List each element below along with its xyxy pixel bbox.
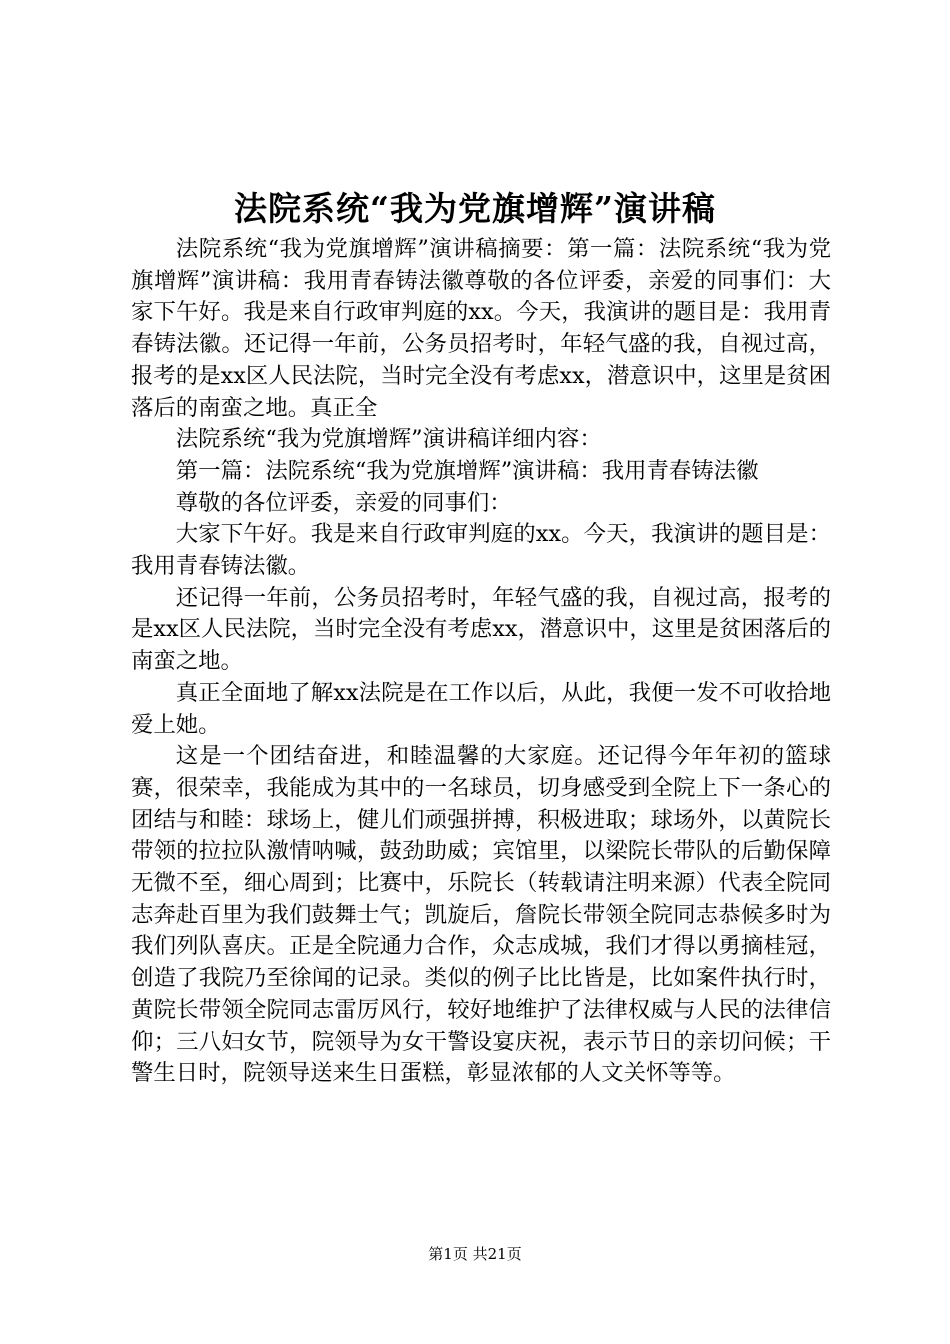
document-title: 法院系统“我为党旗增辉”演讲稿: [234, 189, 716, 228]
body-paragraph: 大家下午好。我是来自行政审判庭的xx。今天，我演讲的题目是：我用青春铸法徽。: [131, 521, 831, 580]
document-body: [131, 234, 831, 1090]
section-heading: 第一篇：法院系统“我为党旗增辉”演讲稿：我用青春铸法徽: [175, 457, 759, 484]
abstract-paragraph: 法院系统“我为党旗增辉”演讲稿摘要：第一篇：法院系统“我为党旗增辉”演讲稿：我用青春铸法徽尊敬的各位评委，亲爱的同事们：大家下午好。我是来自行政审判庭的xx。今天，我演讲的题目是：我用青春铸法徽。还记得一年前，公务员招考时，年轻气盛的我，自视过高，报考的是xx区人民法院，当时完全没有考虑xx，潜意识中，这里是贫困落后的南蛮之地。真正全: [131, 236, 831, 421]
page-number-footer: 第1页 共21页: [428, 1245, 522, 1263]
salutation-paragraph: 尊敬的各位评委，亲爱的同事们：: [175, 489, 512, 516]
detail-heading: 法院系统“我为党旗增辉”演讲稿详细内容：: [175, 426, 602, 453]
body-paragraph: 真正全面地了解xx法院是在工作以后，从此，我便一发不可收拾地爱上她。: [131, 679, 831, 738]
body-paragraph: 这是一个团结奋进，和睦温馨的大家庭。还记得今年年初的篮球赛，很荣幸，我能成为其中的一名球员，切身感受到全院上下一条心的团结与和睦：球场上，健儿们顽强拼搏，积极进取；球场外，以黄院长带领的拉拉队激情呐喊，鼓劲助威；宾馆里，以梁院长带队的后勤保障无微不至，细心周到；比赛中，乐院长（转载请注明来源）代表全院同志奔赴百里为我们鼓舞士气；凯旋后，詹院长带领全院同志恭候多时为我们列队喜庆。正是全院通力合作，众志成城，我们才得以勇摘桂冠，创造了我院乃至徐闻的记录。类似的例子比比皆是，比如案件执行时，黄院长带领全院同志雷厉风行，较好地维护了法律权威与人民的法律信仰；三八妇女节，院领导为女干警设宴庆祝，表示节日的亲切问候；干警生日时，院领导送来生日蛋糕，彰显浓郁的人文关怀等等。: [131, 743, 831, 1087]
body-paragraph: 还记得一年前，公务员招考时，年轻气盛的我，自视过高，报考的是xx区人民法院，当时完全没有考虑xx，潜意识中，这里是贫困落后的南蛮之地。: [131, 584, 831, 675]
